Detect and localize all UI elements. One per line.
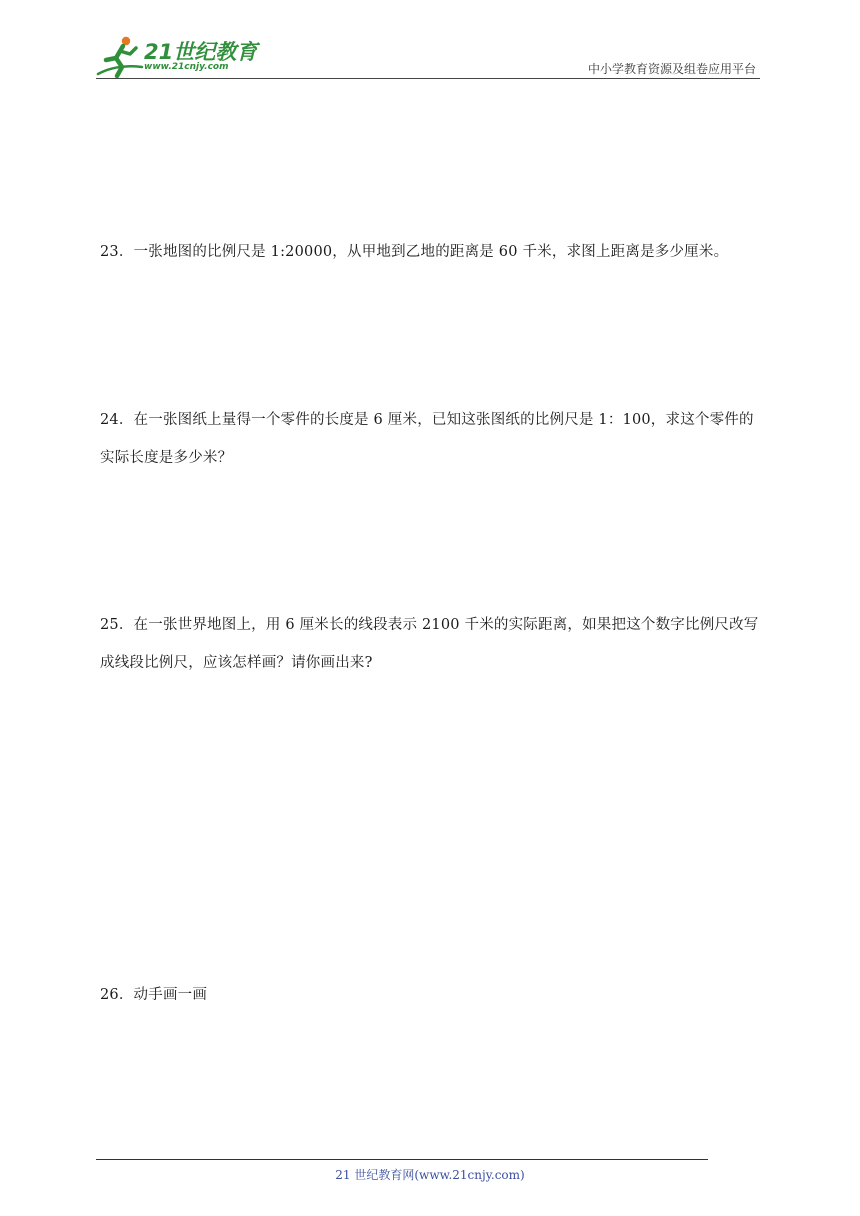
question-line: 25．在一张世界地图上，用 6 厘米长的线段表示 2100 千米的实际距离，如果把这个数字比例尺改写 — [100, 617, 759, 633]
question-line: 成线段比例尺，应该怎样画？请你画出来? — [100, 655, 373, 671]
question-line: 实际长度是多少米？ — [100, 450, 233, 466]
question-24 — [100, 401, 764, 477]
question-line: 23．一张地图的比例尺是 1:20000，从甲地到乙地的距离是 60 千米，求图上距离是多少厘米。 — [100, 244, 729, 260]
header-divider — [96, 78, 760, 79]
question-line: 26．动手画一画 — [100, 987, 208, 1003]
header-tagline: 中小学教育资源及组卷应用平台 — [587, 62, 756, 76]
page-header — [96, 32, 760, 78]
question-23 — [100, 233, 764, 271]
site-logo[interactable] — [96, 34, 266, 78]
question-26 — [100, 976, 764, 1014]
runner-icon — [96, 34, 144, 78]
question-line: 24．在一张图纸上量得一个零件的长度是 6 厘米，已知这张图纸的比例尺是 1：100，求这个零件的 — [100, 412, 754, 428]
logo-wordmark: 21世纪教育 — [144, 40, 258, 64]
logo-url: www.21cnjy.com — [144, 62, 229, 72]
question-25 — [100, 606, 764, 682]
footer-link[interactable]: 21 世纪教育网(www.21cnjy.com) — [335, 1168, 525, 1182]
footer-divider — [96, 1159, 708, 1160]
